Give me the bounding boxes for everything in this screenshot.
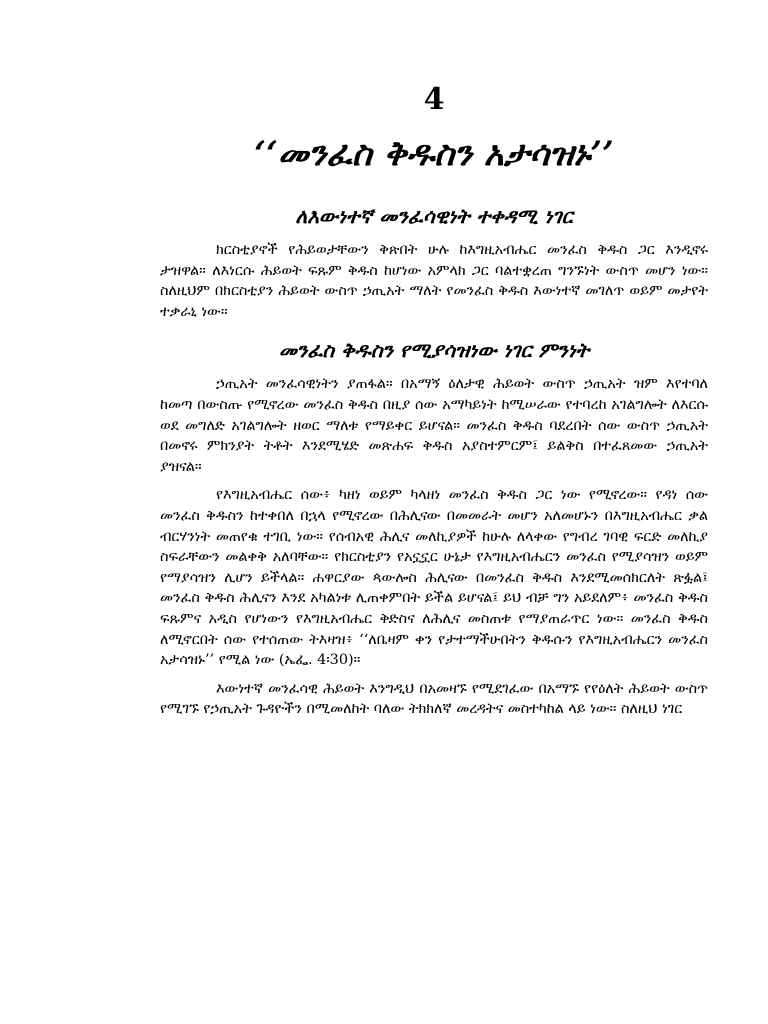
book-page (160, 80, 708, 720)
section-heading: መንፈስ ቅዱስን የሚያሳዝነው ነገር ምንነት (278, 338, 590, 363)
paragraph: የእግዚአብሔር ሰው፥ ካዘነ ወይም ካላዘነ መንፈስ ቅዱስ ጋር ነው የሚኖረው። የዳነ ሰው መንፈስ ቅዱስን ከተቀበለ በኋላ የሚኖረው በሕሊናው በመመራት መሆን አለመሆኑን በእግዚአብሔር ቃል ብርሃንነት መጠየቁ ተገቢ ነው። የሰብአዊ ሕሊና መለኪያዎች ከሁሉ ለላቀው የግብረ ገባዊ ፍርድ መለኪያ ስፍራቸውን መልቀቅ አለባቸው። የክርስቲያን የአኗኗር ሁኔታ የእግዚአብሔርን መንፈስ የሚያሳዝን ወይም የማያሳዝን ሊሆን ይችላል። ሐዋርያው ጳውሎስ ሕሊናው በመንፈስ ቅዱስ እንደሚመሰክርለት ጽፏል፤ መንፈስ ቅዱስ ሕሊናን እንደ አካልነቱ ሊጠቀምበት ይችል ይሆናል፤ ይህ ብቻ ግን አይደለም፥ መንፈስ ቅዱስ ፍጹምና አዲስ የሆነውን የእግዚአብሔር ቅድስና ለሕሊና መስጠቱ የማያጠራጥር ነው። መንፈስ ቅዱስ ለሚኖርበት ሰው የተሰጠው ትእዛዝ፥ ‘‘ለቤዛም ቀን የታተማችሁበትን ቅዱሱን የእግዚአብሔርን መንፈስ አታሳዝኑ’’ የሚል ነው (ኤፌ. 4፡30)። (160, 487, 708, 669)
chapter-number: 4 (423, 82, 445, 117)
paragraph: ኃጢአት መንፈሳዊነትን ያጠፋል። በአማኝ ዕለታዊ ሕይወት ውስጥ ኃጢአት ዝም እየተባለ ከመጣ በውስጡ የሚኖረው መንፈስ ቅዱስ በዚያ ሰው አማካይነት ከሚሠራው የተባረከ አገልግሎት ለእርሱ ወደ መግለድ አገልግሎት ዘወር ማለቱ የማይቀር ይሆናል። መንፈስ ቅዱስ ባደረበት ሰው ውስጥ ኃጢአት በመኖሩ ምክንያት ትቶት እንደሚሄድ መጽሐፍ ቅዱስ አያስተምርም፤ ይልቅስ በተፈጸመው ኃጢአት ያዝናል። (160, 376, 708, 475)
paragraph: እውነተኛ መንፈሳዊ ሕይወት እንግዲህ በአመዛኙ የሚደገፈው በአማኙ የየዕለት ሕይወት ውስጥ የሚገኙ የኃጢአት ጉዳዮችን በሚመለከት ባለው ትክክለኛ መረዳትና መስተካከል ላይ ነው። ስለዚህ ነገር (160, 680, 708, 718)
chapter-title: ‘‘መንፈስ ቅዱስን አታሳዝኑ’’ (254, 134, 614, 174)
section-heading: ለእውነተኛ መንፈሳዊነት ተቀዳሚ ነገር (295, 204, 573, 228)
paragraph: ክርስቲያኖች የሕይወታቸውን ቅጽበት ሁሉ ከእግዚአብሔር መንፈስ ቅዱስ ጋር እንዲኖሩ ታዝዋል። ለእነርሱ ሕይወት ፍጹም ቅዱስ ከሆነው አምላክ ጋር ባልተቋረጠ ግንኙነት ውስጥ መሆን ነው። ስለዚህም በክርስቲያን ሕይወት ውስጥ ኃጢአት ማለት የመንፈስ ቅዱስ እውነተኛ መገለጥ ወይም መታየት ተቃራኒ ነው። (160, 242, 708, 320)
